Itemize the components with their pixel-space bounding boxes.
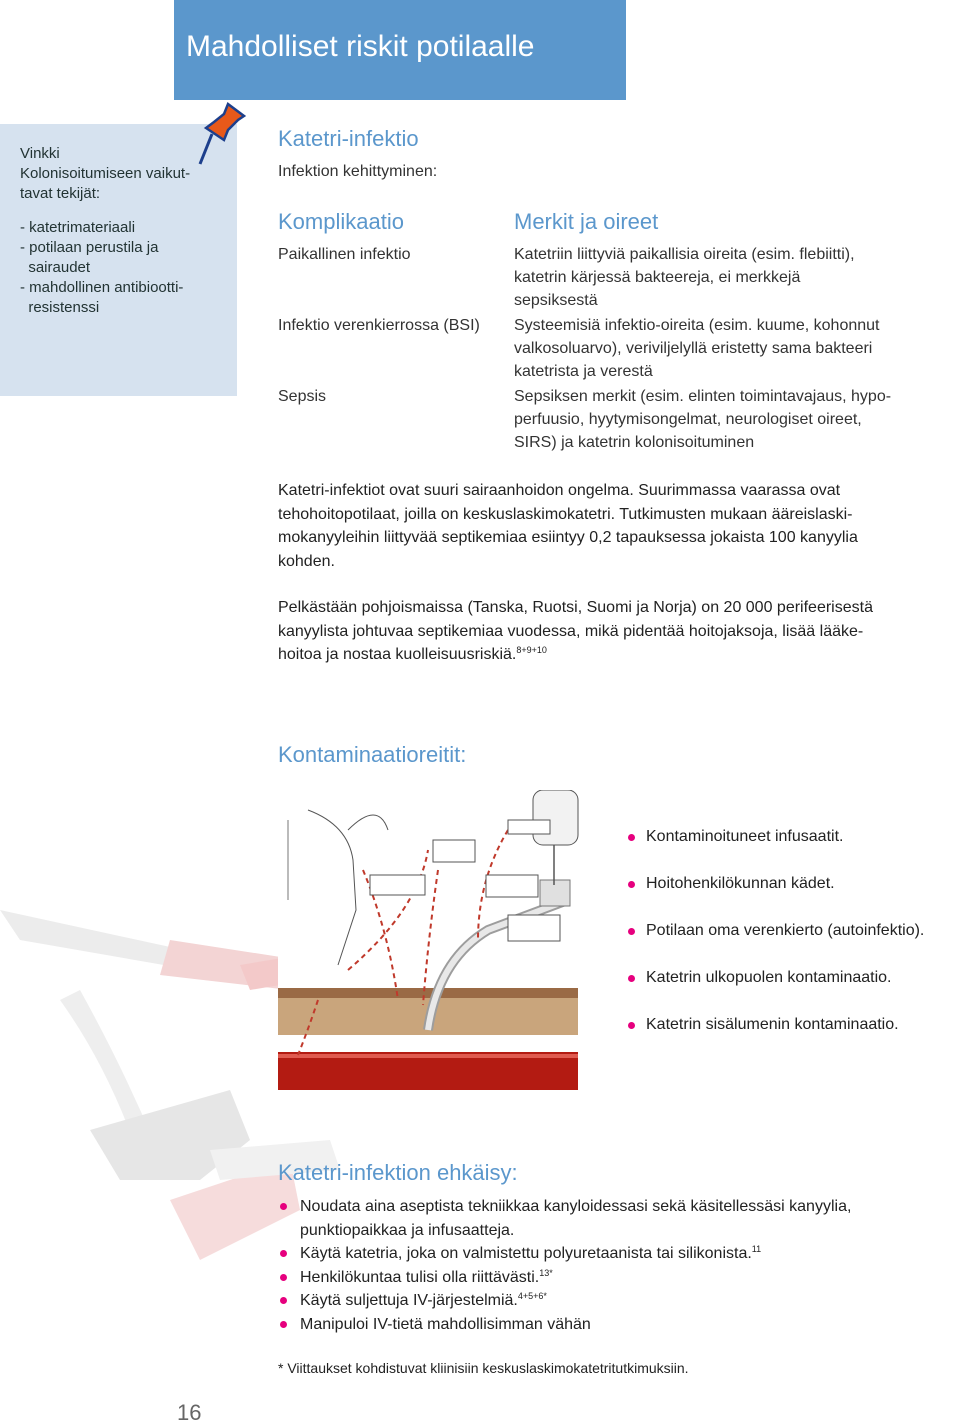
paragraph-text: hoitoa ja nostaa kuolleisuusriskiä.	[278, 646, 517, 663]
list-item	[280, 1289, 940, 1313]
footnote: * Viittaukset kohdistuvat kliinisiin keskuslaskimokatetritutkimuksiin.	[278, 1360, 689, 1376]
list-item-line: Henkilökuntaa tulisi olla riittävästi.	[300, 1268, 540, 1286]
signs-line: Systeemisiä infektio-oireita (esim. kuume, kohonnut	[514, 317, 880, 334]
signs-line: katetrista ja verestä	[514, 363, 653, 380]
tip-item: - potilaan perustila ja	[20, 239, 159, 256]
reference-mark: 4+5+6*	[517, 1291, 547, 1301]
paragraph-line: tehohoitopotilaat, joilla on keskuslaskimokatetri. Tutkimusten mukaan ääreislaski-	[278, 505, 853, 523]
contamination-routes-diagram	[278, 790, 608, 1110]
signs-line: sepsiksestä	[514, 292, 598, 309]
prevention-title: Katetri-infektion ehkäisy:	[278, 1160, 518, 1185]
list-item-line: punktiopaikkaa ja infusaatteja.	[300, 1221, 515, 1239]
tip-intro-line: Kolonisoitumiseen vaikut-	[20, 165, 191, 182]
paragraph-line	[278, 643, 948, 667]
page-header	[174, 0, 626, 100]
tip-item: sairaudet	[20, 259, 91, 276]
list-item-line: Käytä katetria, joka on valmistettu polyuretaanista tai silikonista.	[300, 1245, 752, 1262]
list-item	[280, 1313, 940, 1337]
section-title: Katetri-infektio	[278, 126, 419, 151]
list-item: Kontaminoituneet infusaatit.	[628, 826, 924, 873]
tip-title: Vinkki	[20, 145, 60, 162]
list-item	[280, 1242, 940, 1266]
list-item-line: Noudata aina aseptista tekniikkaa kanyloidessasi sekä käsitellessäsi kanyylia,	[300, 1198, 852, 1215]
list-item: Katetrin ulkopuolen kontaminaatio.	[628, 967, 924, 1014]
list-item: Katetrin sisälumenin kontaminaatio.	[628, 1014, 924, 1061]
complication-cell: Paikallinen infektio	[278, 246, 411, 263]
tip-item: - katetrimateriaali	[20, 219, 136, 236]
paragraph-2	[278, 596, 948, 667]
signs-cell	[514, 314, 934, 383]
page-title: Mahdolliset riskit potilaalle	[186, 30, 535, 63]
col-title-complication: Komplikaatio	[278, 209, 404, 234]
reference-mark: 13*	[539, 1267, 553, 1278]
tip-intro-line: tavat tekijät:	[20, 185, 101, 202]
complication-cell: Infektio verenkierrossa (BSI)	[278, 317, 480, 334]
paragraph-line: Pelkästään pohjoismaissa (Tanska, Ruotsi, Suomi ja Norja) on 20 000 perifeerisestä	[278, 599, 873, 616]
list-item: Hoitohenkilökunnan kädet.	[628, 873, 924, 920]
pushpin-icon	[198, 98, 248, 168]
list-item-line: Manipuloi IV-tietä mahdollisimman vähän	[300, 1315, 591, 1333]
reference-mark: 11	[751, 1244, 762, 1254]
signs-line: katetrin kärjessä bakteereja, ei merkkejä	[514, 269, 801, 286]
list-item: Potilaan oma verenkierto (autoinfektio).	[628, 920, 924, 967]
tip-item: resistenssi	[20, 299, 100, 316]
signs-line: perfuusio, hyytymisongelmat, neurologiset oireet,	[514, 411, 862, 428]
page-number: 16	[177, 1400, 202, 1425]
prevention-list	[280, 1195, 940, 1336]
signs-line: Katetriin liittyviä paikallisia oireita (esim. flebiitti),	[514, 246, 855, 263]
paragraph-1	[278, 479, 948, 573]
complication-cell: Sepsis	[278, 388, 327, 405]
signs-line: valkosoluarvo), veriviljelyllä eristetty sama bakteeri	[514, 340, 873, 357]
list-item	[280, 1195, 940, 1242]
paragraph-line: kanyylista johtuvaa septikemiaa vuodessa, mikä pidentää hoitojaksoja, lisää lääke-	[278, 622, 864, 640]
signs-cell	[514, 243, 934, 312]
list-item-line: Käytä suljettuja IV-järjestelmiä.	[300, 1292, 518, 1309]
tip-item: - mahdollinen antibiootti-	[20, 279, 184, 296]
signs-cell	[514, 385, 944, 454]
col-title-signs: Merkit ja oireet	[514, 209, 659, 234]
paragraph-line: Katetri-infektiot ovat suuri sairaanhoidon ongelma. Suurimmassa vaarassa ovat	[278, 482, 841, 499]
section-subtitle: Infektion kehittyminen:	[278, 163, 438, 180]
signs-line: SIRS) ja katetrin kolonisoituminen	[514, 434, 755, 451]
signs-line: Sepsiksen merkit (esim. elinten toimintavajaus, hypo-	[514, 388, 892, 405]
reference-mark: 8+9+10	[516, 645, 547, 655]
list-item	[280, 1266, 940, 1290]
paragraph-line: mokanyyleihin liittyvää septikemiaa esiintyy 0,2 tapauksessa jokaista 100 kanyylia	[278, 529, 858, 546]
contamination-title: Kontaminaatioreitit:	[278, 742, 467, 767]
contamination-list	[628, 826, 924, 1061]
paragraph-line: kohden.	[278, 552, 335, 570]
